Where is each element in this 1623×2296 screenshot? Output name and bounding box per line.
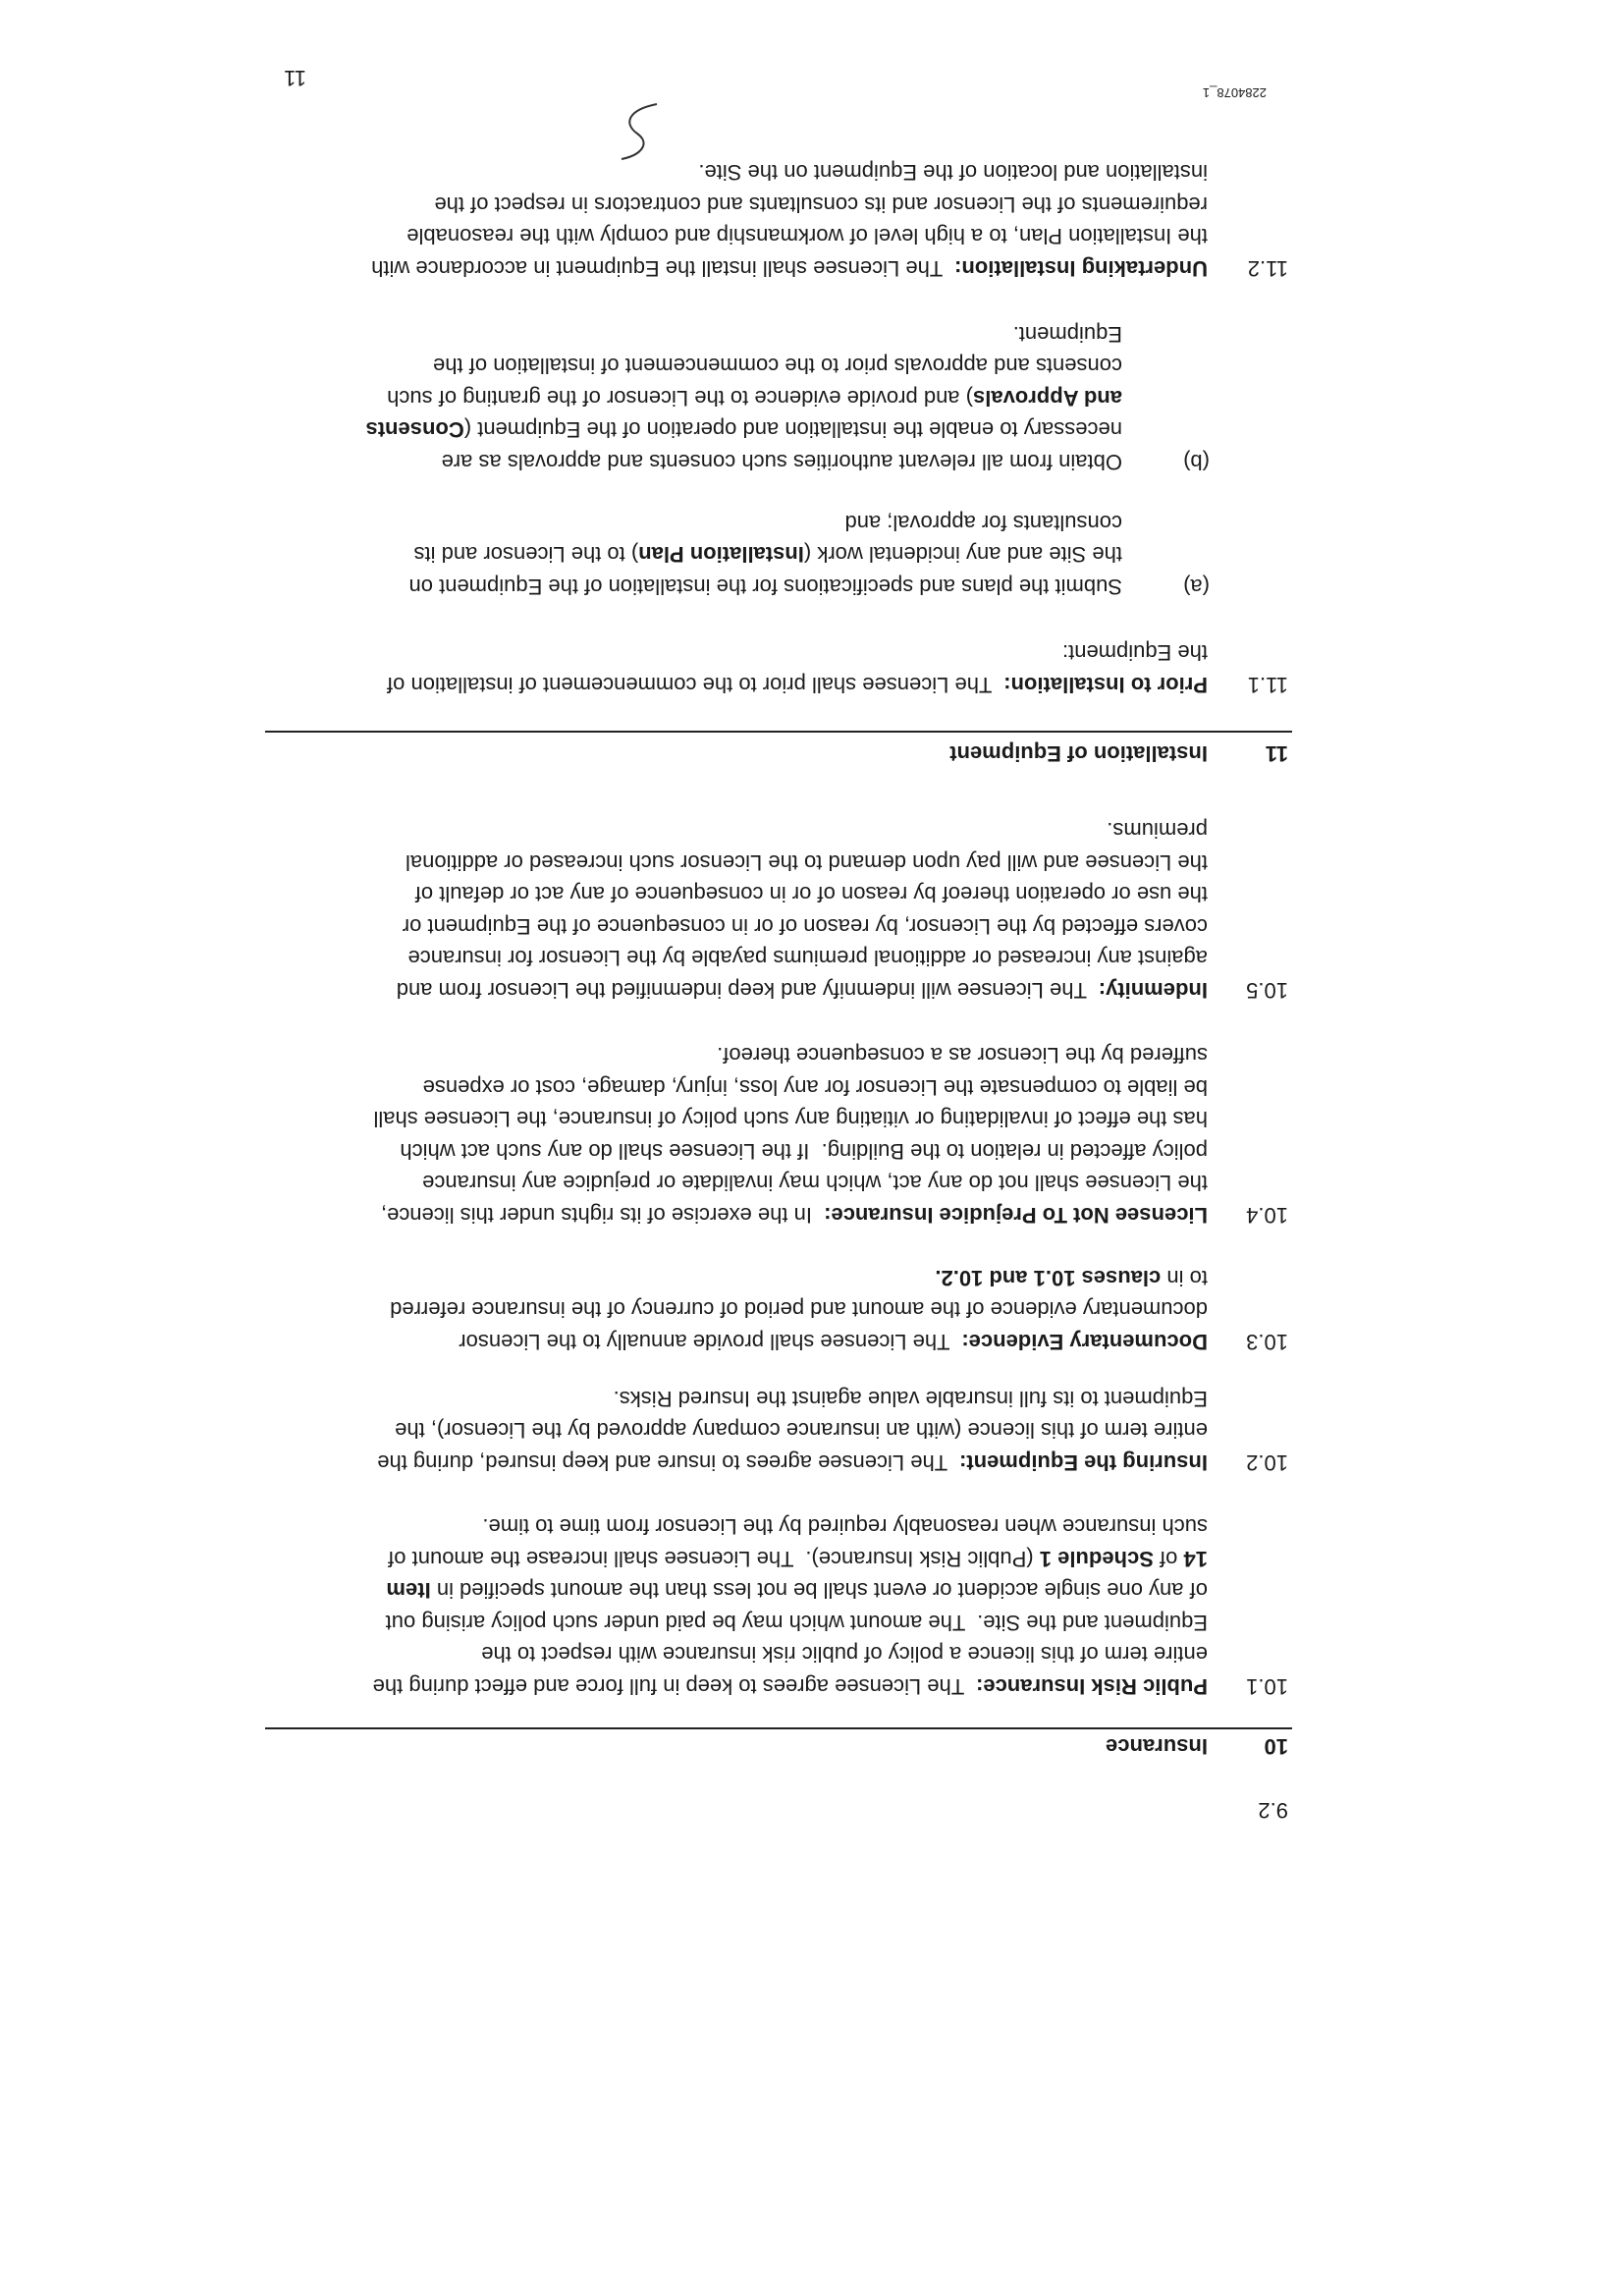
text-line [371, 220, 1208, 252]
text-run: entire term of this licence a policy of public risk insurance with respect to the [481, 1642, 1208, 1667]
text-line [366, 382, 1122, 414]
text-line [373, 1510, 1208, 1543]
text-line [373, 1607, 1208, 1639]
bold-term: Installation Plan [638, 542, 804, 568]
initials-signature [602, 96, 671, 165]
text-run: Equipment and the Site. The amount which may be paid under such policy arising out [385, 1611, 1208, 1635]
section-number: 11 [1265, 741, 1288, 766]
text-run: premiums. [1107, 818, 1208, 844]
section-title: Insurance [1106, 1734, 1208, 1759]
text-run: the Equipment: [1062, 640, 1208, 666]
clause-number: 11.1 [1247, 673, 1288, 697]
text-line [371, 189, 1208, 221]
clause-text [397, 814, 1208, 1006]
text-run: of any one single accident or event shall be not less than the amount specified in [430, 1578, 1208, 1604]
text-line [397, 974, 1208, 1007]
text-line [373, 1167, 1208, 1199]
text-run: of [1153, 1547, 1184, 1571]
text-run: The Licensee shall provide annually to the Licensor [459, 1330, 962, 1354]
bold-term: 14 [1183, 1547, 1208, 1571]
text-line [366, 318, 1122, 351]
text-run: policy affected in relation to the Building. If the Licensee shall do any such act which [400, 1139, 1208, 1164]
bold-term: Item [386, 1578, 431, 1604]
text-line [373, 1670, 1208, 1703]
text-run: The Licensee shall install the Equipment in accordance with [371, 256, 955, 281]
clause-number: 10.1 [1246, 1674, 1288, 1699]
text-run: consents and approvals prior to the commencement of installation of the [433, 354, 1122, 379]
text-line [397, 910, 1208, 943]
subclause-text [409, 507, 1122, 603]
bold-term: and Approvals [973, 386, 1122, 410]
text-line [366, 446, 1122, 478]
text-run: The Licensee will indemnify and keep indemnified the Licensor from and [396, 978, 1099, 1003]
section-divider [265, 1727, 1292, 1729]
text-line [409, 538, 1122, 571]
text-run: to in [1161, 1266, 1208, 1290]
clause-text [371, 156, 1208, 284]
text-run: requirements of the Licensor and its consultants and contractors in respect of the [434, 192, 1208, 217]
text-run: the Licensee shall not do any act, which may invalidate or prejudice any insurance [422, 1171, 1208, 1196]
clause-text [390, 1262, 1208, 1358]
text-run: the Licensee and will pay upon demand to the Licensor such increased or additional [406, 850, 1208, 875]
text-run: be liable to compensate the Licensor for any loss, injury, damage, cost or expense [422, 1075, 1208, 1100]
text-run: In the exercise of its rights under this licence, [380, 1203, 825, 1228]
section-number: 10 [1264, 1734, 1288, 1759]
text-line [397, 814, 1208, 847]
bold-term: Public Risk Insurance: [976, 1674, 1208, 1699]
text-line [373, 1071, 1208, 1104]
text-line [373, 1135, 1208, 1168]
text-run: consultants for approval; and [844, 511, 1122, 535]
clause-number: 10.2 [1246, 1450, 1288, 1475]
text-line [373, 1574, 1208, 1607]
text-run: ) to the Licensor and its [413, 542, 639, 568]
clause-text [373, 1510, 1208, 1702]
bold-term: Consents [365, 417, 464, 443]
text-run: necessary to enable the installation and operation of the Equipment ( [463, 417, 1122, 443]
text-line [366, 413, 1122, 446]
text-run: covers effected by the Licensor, by reason of or in consequence of the Equipment or [402, 914, 1208, 939]
text-run: such insurance when reasonably required by the Licensor from time to time. [482, 1514, 1208, 1540]
bold-term: Insuring the Equipment: [959, 1450, 1208, 1475]
text-line [373, 1638, 1208, 1670]
subclause-label: (a) [1183, 574, 1210, 599]
text-run: The Licensee shall prior to the commencement of installation of [387, 673, 1004, 697]
text-line [366, 350, 1122, 382]
text-line [409, 571, 1122, 603]
text-line [371, 156, 1208, 189]
clause-number: 10.5 [1246, 978, 1288, 1003]
text-run: The Licensee agrees to insure and keep insured, during the [377, 1450, 959, 1475]
text-line [377, 1447, 1208, 1479]
text-run: Submit the plans and specifications for the installation of the Equipment on [408, 574, 1122, 599]
subclause-label: (b) [1183, 450, 1210, 474]
clause-text [387, 636, 1208, 700]
page-number: 11 [284, 66, 306, 90]
text-run: documentary evidence of the amount and period of currency of the insurance referred [390, 1297, 1208, 1323]
text-run: Equipment. [1012, 322, 1122, 347]
text-run: installation and location of the Equipment on the Site. [698, 160, 1208, 186]
text-run: against any increased or additional premiums payable by the Licensor for insurance [407, 946, 1208, 971]
text-line [387, 636, 1208, 669]
text-line [373, 1543, 1208, 1575]
text-run: has the effect of invalidating or vitiating any such policy of insurance, the Licensee shall [373, 1107, 1208, 1132]
subclause-text [366, 318, 1122, 478]
text-line [390, 1293, 1208, 1326]
bold-term: Undertaking Installation: [954, 256, 1208, 281]
bold-term: Prior to Installation: [1003, 673, 1208, 697]
text-run: the Installation Plan, to a high level of workmanship and comply with the reasonable [406, 224, 1208, 249]
text-run: Obtain from all relevant authorities such consents and approvals as are [441, 450, 1122, 474]
text-run: suffered by the Licensor as a consequence thereof. [717, 1043, 1208, 1068]
text-run: the use or operation thereof by reason of or in consequence of any act or default of [414, 882, 1208, 907]
bold-term: clauses 10.1 and 10.2. [935, 1266, 1162, 1290]
clause-number: 10.3 [1246, 1330, 1288, 1354]
text-line [390, 1326, 1208, 1358]
clause-number: 9.2 [1258, 1798, 1288, 1823]
section-title: Installation of Equipment [949, 741, 1208, 766]
text-line [377, 1414, 1208, 1447]
document-code: 2284078_1 [1202, 85, 1267, 100]
text-run: the Site and any incidental work ( [803, 542, 1122, 568]
bold-term: Schedule 1 [1039, 1547, 1154, 1571]
text-line [371, 252, 1208, 285]
text-line [377, 1383, 1208, 1415]
bold-term: Licensee Not To Prejudice Insurance: [824, 1203, 1208, 1228]
text-line [387, 669, 1208, 701]
text-line [373, 1103, 1208, 1135]
text-line [373, 1199, 1208, 1231]
text-run: (Public Risk Insurance). The Licensee shall increase the amount of [388, 1547, 1040, 1571]
bold-term: Documentary Evidence: [961, 1330, 1208, 1354]
bold-term: Indemnity: [1098, 978, 1208, 1003]
clause-text [373, 1039, 1208, 1230]
text-line [397, 847, 1208, 879]
text-line [397, 878, 1208, 910]
clause-number: 10.4 [1246, 1203, 1288, 1228]
clause-text [377, 1383, 1208, 1479]
clause-number: 11.2 [1247, 256, 1288, 281]
text-run: entire term of this licence (with an insurance company approved by the Licensor), the [395, 1418, 1208, 1444]
text-run: The Licensee agrees to keep in full force and effect during the [372, 1674, 977, 1699]
section-divider [265, 731, 1292, 733]
text-line [409, 507, 1122, 539]
text-line [397, 942, 1208, 974]
text-line [373, 1039, 1208, 1071]
text-run: Equipment to its full insurable value against the Insured Risks. [613, 1387, 1208, 1411]
text-line [390, 1262, 1208, 1294]
text-run: ) and provide evidence to the Licensor of the granting of such [387, 386, 973, 410]
